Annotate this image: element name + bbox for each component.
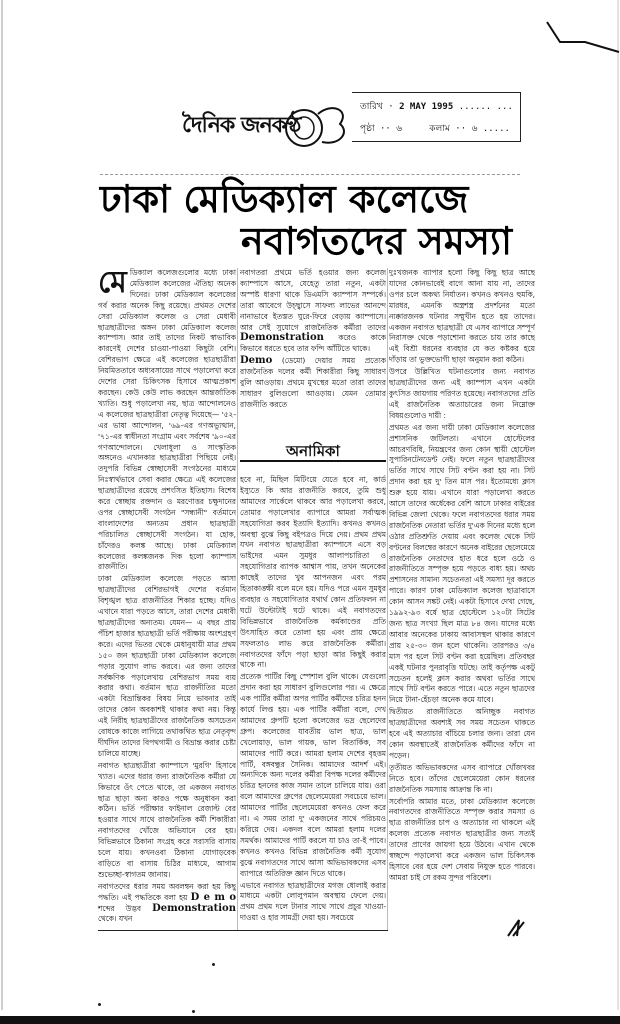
drop-cap: মে: [98, 268, 127, 300]
scan-right-edge: [617, 0, 619, 1010]
headline-top-rule: [100, 174, 520, 175]
term-demo: D e m o: [190, 891, 236, 903]
stamp-page-label: পৃষ্ঠা: [360, 124, 375, 134]
article-column-2-bottom: [240, 475, 386, 930]
byline-box-rule: [240, 460, 386, 462]
paragraph: দ্বিতীয়ত রাজনীতিতে অনিচ্ছুক নবাগত ছাত্রছাত্রীদের অবশ্যই সব সময় সচেতন থাকতে হবে এই অত্যাচার বাঁচিয়ে চলার জন্য। তারা যেন কোন অবস্থাতেই রাজনৈতিক কর্মীদের ফাঁদে না পড়েন।: [389, 707, 535, 760]
stamp-date-value: 2 MAY 1995: [399, 102, 454, 112]
paragraph: [240, 356, 386, 411]
corner-pen-mark-icon: [545, 20, 620, 60]
headline-line-1: ঢাকা মেডিক্যাল কলেজে: [100, 176, 469, 221]
scan-speck: [98, 1003, 101, 1006]
paragraph-text: করেও কাকে কিভাবে ধরতে হবে তার ফন্দি আঁটিতে থাকে।: [240, 333, 386, 354]
bottom-underline: [98, 930, 388, 931]
stamp-column-label: কলাম: [429, 124, 450, 134]
newspaper-masthead: দৈনিক জনকণ্ঠ: [182, 112, 301, 138]
article-headline: [100, 178, 520, 262]
paragraph: তৃতীয়ত অভিভাবকদের এসব ব্যাপারে খোঁজখবর নিতে হবে। তাঁদের ছেলেমেয়েরা কোন ধরনের রাজনৈতিক সমস্যায় আক্রান্ত কি না।: [389, 762, 535, 794]
paragraph-text: শব্দের উদ্ভব: [98, 903, 141, 913]
paragraph-text: ডিক্যাল কলেজগুলোর মধ্যে ঢাকা মেডিক্যাল কলেজের ঐতিহ্য অনেক দিনের। ঢাকা মেডিক্যাল কলেজের গর্ব করার অনেক কিছু রয়েছে। প্রথমত দেশের সেরা মেডিক্যাল কলেজ ও সেরা মেধাবী ছাত্রছাত্রীদের অঙ্গন ঢাকা মেডিক্যাল কলেজ ক্যাম্পাস। আর তাই তাদের নিকট স্বাভাবিক কারণেই দেশের চাওয়া-পাওয়া কিছুটা বেশি। বেশিরভাগ ক্ষেত্রে এই কলেজের ছাত্রছাত্রীরা নিয়মিততাবে অধ্যবসায়ের সাথে পড়ালেখা করে দেশের সেরা চিকিৎসক হিসাবে আত্মপ্রকাশ করছেন। কেউ কেউ লাভ করছেন আন্তর্জাতিক খ্যাতি। শুধু পড়ালেখা নয়, ছাত্র আন্দোলনেও এ কলেজের ছাত্রছাত্রীরা নেতৃত্ব দিয়েছে— '৫২-এর ভাষা আন্দোলন, '৬৯-এর গণঅভ্যুত্থান, '৭১-এর স্বাধীনতা সংগ্রাম এবং সর্বশেষ '৯০-এর গণআন্দোলনে। খেলাধুলা ও সাংস্কৃতিক অঙ্গনেও এখানকার ছাত্রছাত্রীরা পিছিয়ে নেই। তদুপরি বিভিন্ন স্বেচ্ছাসেবী সংগঠনের মাধ্যমে নিঃস্বার্থভাবে সেবা করার ক্ষেত্রে এই কলেজের ছাত্রছাত্রীদের রয়েছে প্রশংসিত ইতিহাস। বিশেষ করে স্বেচ্ছায় রক্তদান ও মরণোত্তর চক্ষুদানের ওপর স্বেচ্ছাসেবী সংগঠন "সন্ধানী" বর্তমানে বাংলাদেশের অন্যতম প্রধান ছাত্রছাত্রী পরিচালিত স্বেচ্ছাসেবী সংগঠন। যা হোক, চাঁদেরও কলঙ্ক আছে। ঢাকা মেডিক্যাল কলেজের কলঙ্কজনক দিক হলো ক্যাম্পাস রাজনীতি।: [98, 268, 236, 572]
headline-line-2: নবাগতদের সমস্যা: [241, 218, 512, 263]
stamp-date-row: তারিখ · 2 MAY 1995 ...... ...: [360, 102, 513, 112]
masthead-logo-icon: [282, 100, 352, 150]
column-divider: [237, 268, 238, 930]
paragraph: [98, 268, 236, 573]
end-pen-mark-icon: [505, 918, 527, 938]
paragraph-text: (ডেমো) দেয়ার সময় প্রত্যেক রাজনৈতিক দলের কর্মী শিকারীরা কিছু সাধারণ বুলি আওড়ায়। প্রথমে মুখস্থের মতো তারা তাদের সাধারণ বুলিগুলো আওড়ায়। যেমন তোমার রাজনীতি করতে: [240, 356, 386, 409]
scan-speck: [212, 963, 215, 966]
paragraph: দুঃখজনক ব্যাপার হলো কিছু কিছু ছাত্র আছে যাদের কোনভাবেই বাগে আনা যায় না, তাদের ওপর চলে অকথ্য নির্যাতন। কখনও কখনও হুমকি, মারধর, এমনকি অস্ত্রশস্ত্র প্রদর্শনের মতো ন্যক্কারজনক ঘটনার সম্মুখীন হতে হয় তাদের। একজন নবাগত ছাত্রছাত্রী যে এসব ব্যাপারে সম্পূর্ণ নিরাসক্ত থেকে পড়াশোনা করতে চায় তার কাছে এই বিশ্রী ধরনের ব্যবহার যে কত কষ্টকর হয়ে দাঁড়ায় তা ভুক্তভোগী ছাড়া অনুমান করা কঠিন।: [389, 268, 535, 365]
paragraph-text: থেকে। যখন: [98, 914, 133, 924]
paragraph-text: নবাগতরা প্রথমে ভর্তি হওয়ার জন্য কলেজ ক্যাম্পাসে আসে, যেহেতু তারা নতুন, একটা অস্পষ্ট ধারণা থাকে ডিএমসি ক্যাম্পাস সম্পর্কে। তারা আবেগে উচ্ছ্বাসে সাফল্য লাভের আনন্দে নানাভাবে ইতস্তত ঘুরে-ফিরে বেড়ায় ক্যাম্পাসে। আর সেই সুযোগে রাজনৈতিক কর্মীরা তাদের: [240, 268, 386, 332]
scan-speck: [192, 1010, 195, 1013]
paragraph: হবে না, মিছিল মিটিংয়ে যেতে হবে না, কার্ড ইস্যুতে কি আর রাজনীতি করবে, তুমি শুধু আমাদের সার্কেলে থাকবে আর পড়ালেখা করবে, তোমার পড়ালেখার ব্যাপারে আমরা সর্বাত্মক সহযোগিতা করব ইত্যাদি ইত্যাদি। কখনও কখনও অবস্থা বুঝে কিছু বইপত্রও দিয়ে দেয়। প্রথম প্রথম যখন নবাগত ছাত্রছাত্রীরা ক্যাম্পাসে এসে বড় ভাইদের এমন সুমধুর আলাপচারিতা ও সহযোগিতার ব্যাপক আশ্বাস পায়, তখন অনেকের কাছেই তাদের খুব আপনজন এবং পরম হিতাকাঙ্ক্ষী বলে মনে হয়। যদিও পরে এমন সুমধুর ব্যবহার ও সহযোগিতার যথার্থ কোন প্রতিফলন না ঘটে উল্টোটাই ঘটে থাকে। এই নবাগতদের বিভিন্নভাবে রাজনৈতিক কর্মকাণ্ডের প্রতি উৎসাহিত করে তোলা হয় এবং প্রায় ক্ষেত্রে সফলতাও লাভ করে রাজনৈতিক কর্মীরা। নবাগতদের ফাঁদে পড়া ছাড়া আর কিছুই করার থাকে না।: [240, 475, 386, 670]
paragraph: এভাবে নবাগত ছাত্রছাত্রীদের মগজ ধোলাই করার মাধ্যমে একটা লোলুপমান অবস্থায় ফেলে দেয়। প্রথম প্রথম দলে টানার সাথে সাথে প্রচুর খাওয়া-দাওয়া ও হার সামগ্রী দেয়া হয়। সবচেয়ে: [240, 880, 386, 923]
paragraph: [240, 268, 386, 355]
paragraph: প্রথমত এর জন্য দায়ী ঢাকা মেডিক্যাল কলেজের প্রশাসনিক জটিলতা। এখানে হোস্টেলের আচরণবিধি, নিয়ন্ত্রণের জন্য কোন স্থায়ী হোস্টেল সুপারিনটেনডেন্ট নেই। ফলে নতুন ছাত্রছাত্রীদের ভর্তির সাথে সাথে সিট বণ্টন করা হয় না। সিট প্রদান করা হয় দু' তিন মাস পর। ইতোমধ্যে ক্লাস শুরু হয়ে যায়। এখানে যারা পড়ালেখা করতে আসে তাদের অর্ধেকের বেশি আসে ঢাকার বাইরের বিভিন্ন জেলা থেকে। ফলে নবাগতদের ধরার সময় রাজনৈতিক নেতারা ভর্তির দু'এক দিনের মধ্যে হলে ওঠার প্রতিশ্রুতি দেয়ায় এবং কলেজ থেকে সিট বণ্টনের বিলম্বের কারণে অনেক বাইরের ছেলেমেয়ে রাজনৈতিক নেতাদের হাত ধরে হলে ওঠে ও রাজনীতিতে সম্পৃক্ত হয়ে পড়তে বাধ্য হয়। অথচ প্রশাসনের সামান্য সচেতনতা এই সমস্যা দূর করতে পারে। কারণ ঢাকা মেডিক্যাল কলেজ ছাত্রাবাসে কোন আসন সঙ্কট নেই। একটা হিসাবে দেখা গেছে, ১৯৯২-৯৩ বর্ষে ছাত্র হোস্টেলে ১২০টা সিটের জন্য ছাত্র সংখ্যা ছিল মাত্র ৮৪ জন। যাদের মধ্যে আবার অনেকের ঢাকায় আবাসস্থল থাকার কারণে প্রায় ২৫-৩০ জন হলে থাকেনি। তারপরও ৩/৪ মাস পর হলে সিট বণ্টন করা হয়েছিল। প্রতিবছর একই ঘটনার পুনরাবৃত্তি ঘটছে। তাই কর্তৃপক্ষ একটু সচেতন হলেই ক্লাস করার অথবা ভর্তির সাথে সাথে সিট বণ্টন করতে পারে। এতে নতুন ছাত্রদের নিয়ে টানা-হেঁচড়া অনেক কমে যাবে।: [389, 422, 535, 705]
paragraph: সর্বোপরি আমার মতে, ঢাকা মেডিক্যাল কলেজে নবাগতদের রাজনীতিতে সম্পৃক্ত করার সমস্যা ও ছাত্র রাজনীতির চাপ ও অত্যাচার না থাকলে এই কলেজ প্রত্যেক নবাগত ছাত্রছাত্রীর জন্য সত্যই তাদের প্রাণের জায়গা হয়ে উঠবে। এখান থেকে স্বচ্ছন্দে পড়ালেখা করে একজন ভাল চিকিৎসক হিসাবে বের হয়ে দেশ সেবায় নিযুক্ত হতে পারবে। আমরা চাই সে রকম সুন্দর পরিবেশ।: [389, 796, 535, 882]
paragraph: উপরে উল্লিখিত ঘটনাগুলোর জন্য নবাগত ছাত্রছাত্রীদের জন্য এই ক্যাম্পাস এখন একটা কুৎসিত জায়গায় পরিণত হয়েছে। নবাগতদের প্রতি এই রাজনৈতিক অত্যাচারের জন্য নিম্নোক্ত বিষয়গুলোও দায়ী :: [389, 367, 535, 420]
scan-bottom-edge: [0, 1016, 620, 1024]
paragraph: [98, 882, 236, 926]
scan-left-edge: [1, 0, 3, 1010]
article-column-3: [389, 268, 535, 898]
paragraph: নবাগত ছাত্রছাত্রীরা ক্যাম্পাসে 'মুরগি' হিসাবে খ্যাত। এদের ধরার জন্য রাজনৈতিক কর্মীরা যে কিভাবে ওঁৎ পেতে থাকে, তা একজন নবাগত ছাত্র ছাড়া অন্য কারও পক্ষে অনুধাবন করা কঠিন। ভর্তি পরীক্ষার ফাইনাল রেজাল্ট বের হওয়ার সাথে সাথে রাজনৈতিক কর্মী শিকারীরা নবাগতদের খোঁজে অভিযানে বের হয়। বিভিন্নভাবে ঠিকানা সংগ্রহ করে সরাসরি বাসায় চলে যায়। কখনওবা ঠিকানা যোগাড়বেক বাড়িতে বা বাসায় চিঠির মাধ্যমে, আগাম শুভেচ্ছা-স্বাগতম জানায়।: [98, 760, 236, 879]
stamp-page-row: পৃষ্ঠা ·· ৬ কলাম ·· ৬ .....: [360, 124, 510, 134]
date-stamp: [352, 92, 521, 142]
term-demonstration: Demonstration: [240, 332, 324, 344]
term-demonstration: Demonstration: [152, 902, 236, 914]
paragraph: ঢাকা মেডিক্যাল কলেজে পড়তে আসা ছাত্রছাত্রীদের বেশিরভাগই দেশের বর্তমান বিশৃঙ্খল ছাত্র রাজনীতির শিকার হচ্ছে। যদিও এখানে যারা পড়তে আসে, তারা দেশের মেধাবী ছাত্রছাত্রীদের অন্যতম। যেমন— এ বছর প্রায় পঁচিশ হাজার ছাত্রছাত্রী ভর্তি পরীক্ষায় অংশগ্রহণ করে। এদের ভিতর থেকে মেধানুযায়ী মাত্র প্রথম ১৫০ জন ছাত্রছাত্রী ঢাকা মেডিক্যাল কলেজে পড়ার সুযোগ লাভ করবে। এর জন্য তাদের সর্বক্ষণিক পড়ালেখায় বেশিরভাগ সময় ব্যয় করার কথা। বর্তমান ছাত্র রাজনীতির মতো একটা বিভ্রান্তিকর বিষয় নিয়ে ভাবনার তাই তাদের কোন অবকাশই থাকার কথা নয়। কিন্তু এই নিরীহ ছাত্রছাত্রীদের রাজনৈতিক অসচেতন বোধকে কাজে লাগিয়ে তথাকথিত ছাত্র নেতৃবৃন্দ দীর্ঘদিন তাদের বিপথগামী ও বিভ্রান্ত করার চেষ্টা চালিয়ে যাচ্ছে।: [98, 574, 236, 758]
stamp-date-label: তারিখ: [360, 102, 383, 112]
paragraph: প্রত্যেক পার্টির কিছু স্পেশাল বুলি থাকে। যেগুলো প্রদান করা হয় সাধারণ বুলিগুলোর পর। এ ক্ষেত্রে এক পার্টির কর্মীরা অপর পার্টির কর্মীদের চরিত্র হনন কার্যে লিপ্ত হয়। এক পার্টির কর্মীরা বলে, দেখ আমাদের গ্রুপটি হলো কলেজের ভদ্র ছেলেদের গ্রুপ। কলেজের যাবতীয় ভাল ছাত্র, ভাল খেলোয়াড়, ভাল গায়ক, ভাল বিতার্কিক, সব আমাদের পার্টি করে। আমরা হলাম দেশের বৃহত্তম পার্টি, বঙ্গবন্ধুর সৈনিক। আমাদের আদর্শ এই। অন্যদিকে অন্য দলের কর্মীরা বিপক্ষ দলের কর্মীদের চরিত্র হননের কাজ সমান তালে চালিয়ে যায়। ওরা বলে আমাদের গ্রুপের ছেলেমেয়েরা সবচেয়ে ভাল। আমাদের পার্টির ছেলেমেয়েরা কখনও ফেল করে না। এ সময় তারা দু' একজনের সাথে পরিচয়ও করিয়ে দেয়। একদল বলে আমরা হলাম দলের সমর্থক। আমাদের পার্টি করলে যা চাও তা-ই পাবে। কখনও কখনও বিভিন্ন রাজনৈতিক কর্মী সুযোগ বুঝে নবাগতদের সাথে আসা অভিভাবকদের এসব ব্যাপারে অতিরিক্ত জ্ঞান দিতে থাকে।: [240, 672, 386, 878]
column-divider: [387, 268, 388, 930]
term-demo: Demo: [240, 355, 273, 367]
article-column-2-top: [240, 268, 386, 463]
byline-box-title: অনামিকা: [286, 442, 340, 460]
article-column-1: [98, 268, 236, 928]
stamp-column-value: ৬: [471, 124, 478, 134]
stamp-page-value: ৬: [396, 124, 403, 134]
paragraph-text: নবাগতদের ধরার সময় অবলম্বন করা হয় কিছু পদ্ধতি। এই পদ্ধতিকে বলা হয়: [98, 881, 236, 902]
